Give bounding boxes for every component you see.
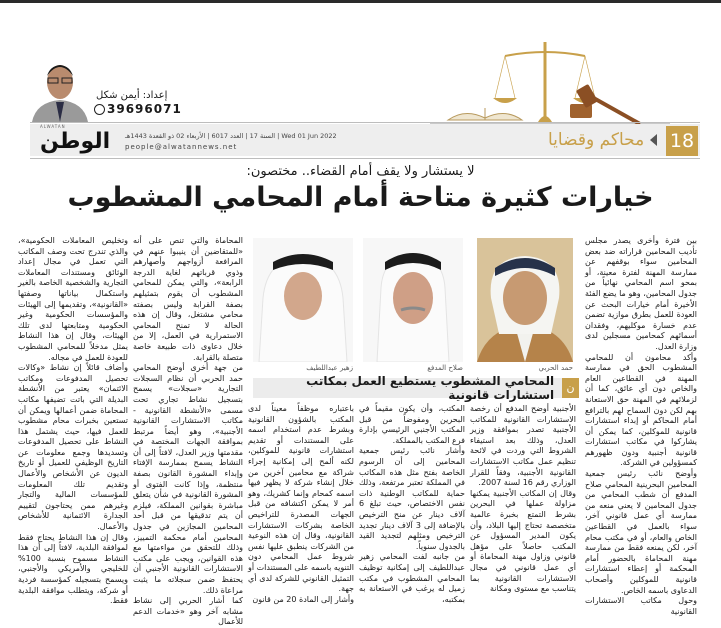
paragraph: وأشار إلى المادة 20 من قانون bbox=[252, 594, 354, 604]
section-title-group bbox=[548, 130, 657, 150]
paragraph: من جانبه لفت المحامي زهير عبداللطيف إلى إمكانية توظيف المحامي المشطوب في مكتب زميل له يرغب في الاستعانة به بمكتبه، bbox=[359, 552, 465, 604]
section-title: محاكم وقضايا bbox=[548, 130, 645, 150]
paragraph: الأجنبية أوضح المدفع أن رخصة الاستشارات القانونية للمكاتب الأجنبية تصدر بموافقة وزير العدل، وذلك بعد استيفاء الشروط التي وردت في لائحة تنظيم عمل مكاتب الاستشارات القانونية الأجنبية، وفقاً للقرار الوزاري رقم 16 لسنة 2007. bbox=[470, 404, 576, 488]
author-name: إعداد: أيمن شكل bbox=[96, 90, 168, 101]
paragraph: وأضاف قائلاً إن نشاط «وكالات تحصيل المدفوعات ومكاتب الائتمان» يعتبر من الأنشطة البديلة التي باتت تضيفها مكاتب المحاماة ضمن أعمالها ويمكن أن تستعين بخبرات محام مشطوب للعمل فيها، حيث يشتمل هذا النشاط على تحصيل المدفوعات وتسديدها وجمع معلومات عن التاريخ الوظيفي للعميل أو تاريخ الديون عن الأشخاص والأعمال وتقديم تلك المعلومات للمؤسسات المالية والتجار وغيرهم ممن يحتاجون لتقييم الجدارة الائتمانية للأشخاص والأعمال. bbox=[18, 363, 128, 532]
paragraph: المكتب، وأن يكون مقيماً في البحرين ومفوضاً من قبل المكتب الأجنبي الرئيسي بإدارة فرع المكتب بالمملكة. bbox=[359, 404, 465, 445]
author-phone bbox=[94, 102, 182, 116]
paragraph: باعتباره موظفاً معيناً لدى المكتب بالشؤون القانونية وبشرط عدم استخدام اسمه على المستندات أو تقديم استشارات قانونية للموكلين، لكنه ألمح إلى إمكانية إجراء شراكة مع محامين آخرين من خلال إنشاء شركة لا يظهر فيها اسمه كمحام وإنما كشريك، وهو أمر لا يمكن اكتشافه من قبل الجهات المصدرة للتراخيص الخاصة بشركات الاستشارات القانونية، وقال إن هذه النوعية من الشركات ينطبق عليها نفس شروط عمل المحامي دون التنويه باسمه على المستندات أو التمثيل القانوني للشركة لدى أي جهة. bbox=[248, 404, 354, 594]
paragraph: وحول مكاتب الاستشارات القانونية bbox=[585, 596, 697, 616]
kicker: لا يستشار ولا يقف أمام القضاء.. مختصون: bbox=[246, 164, 475, 179]
article-column-1 bbox=[585, 236, 697, 617]
arrow-left-icon bbox=[650, 134, 657, 146]
paragraph: وأوضح نائب رئيس جمعية المحامين البحرينية المحامي صلاح المدفع أن شطب المحامي من جدول المحامين لا يعني منعه من ممارسة أي عمل قانوني آخر، سواء بالعمل في القطاعين الخاص والعام، أو في مكتب محام آخر، لكن يمنعه فقط من ممارسة مهنة المحاماة بالحضور أمام المحكمة أو إعطاء استشارات قانونية للموكلين وأصحاب الدعاوى باسمه الخاص. bbox=[585, 469, 697, 595]
paragraph: وأكد محامون أن للمحامي المشطوب الحق في ممارسة المهنة في القطاعين العام والخاص دون أي عائق، كما أن لزملائهم في المهنة حق الاستعانة بهم لكن دون السماح لهم بالترافع أمام المحاكم أو إبداء استشارات قانونية للموكلين، كما يمكن أن يشاركوا في مكاتب استشارات قانونية أجنبية ودون ظهورهم كمسؤولين في الشركة. bbox=[585, 352, 697, 468]
paragraph: المحاماة والتي تنص على أنه «للمتقاضين أن ينيبوا عنهم في المرافعة أزواجهم وأصهارهم وذوي قرباتهم لغاية الدرجة الرابعة»، والتي يمكن للمحامي المشطوب أن يقوم بتمثيلهم بصفة القرابة وليس بصفته محامي مشتغل، وقال إن هذه الحالة لا تمنح المحامي الاستمرارية في العمل، إلا من خلال دعاوى ذات طبيعة خاصة متصلة بالقرابة. bbox=[133, 236, 243, 362]
page-number: 18 bbox=[666, 126, 698, 156]
newspaper-mark-icon: ن bbox=[562, 378, 579, 398]
paragraph: من جهة أخرى أوضح المحامي حمد الحربي أن نظام السجلات التجارية «سجلات» يسمح بتسجيل نشاط تجاري تحت مسمى «الأنشطة القانونية - مكاتب الاستشارات القانونية الأجنبية»، وهو أيضاً مرتبط بموافقة الجهات المختصة في مقدمتها وزير العدل، لافتاً إلى أن النشاط يسمح بممارسة الإفتاء وإبداء المشورة القانون بصفة منتظمة، وإذا كانت الفتوى أو المشورة القانونية في شأن يتعلق مباشرة بقوانين المملكة، فيلزم أن يتم تدقيقها من قبل أحد المحامين المجازين في جدول المحامين أمام محكمة التمييز، وذلك للتحقق من مواءمتها مع هذه القوانين، ويجب على مكتب الاستشارات القانونية الأجنبي أن يحتفظ ضمن سجلاته ما يثبت مراعاة ذلك. bbox=[133, 363, 243, 595]
subheading-box bbox=[253, 374, 579, 402]
article-column-6 bbox=[18, 236, 128, 607]
paragraph: بين فترة وأخرى يصدر مجلس تأديب المحامين قراراته ضد بعض المحامين سواء بوقفهم عن ممارسة المهنة لفترة معينة، أو بمحو اسم المحامي نهائياً من جدول المحامين، وهو ما يضع الفئة الأخيرة أمام خيارات البحث عن العودة للعمل بطرق موازية تضمن عدم خسارة موكليهم، وفقدان أسمائهم كمحامين مسجلين لدى وزارة العدل. bbox=[585, 236, 697, 351]
article-column-4 bbox=[248, 404, 354, 605]
headline: خيارات كثيرة متاحة أمام المحامي المشطوب bbox=[67, 182, 654, 213]
article-column-5 bbox=[133, 236, 243, 628]
phone-number: 39696071 bbox=[107, 102, 182, 116]
section-email[interactable]: people@alwatannews.net bbox=[125, 143, 238, 151]
subheading: المحامي المشطوب يستطيع العمل بمكاتب استشارات قانونية bbox=[306, 374, 555, 402]
top-border bbox=[0, 0, 721, 3]
logo-latin: ALWATAN bbox=[40, 124, 66, 129]
paragraph: وقال إن المكاتب الأجنبية يمكنها مزاولة عملها في البحرين بشرط التمتع بخبرة عالمية متخصصة تحتاج إليها البلاد، وأن يكون المدير المسؤول عن المكتب حاصلاً على مؤهل قانوني وزاول مهنة المحاماة أو أي عمل قانوني في مجال الاستشارات القانونية بما يتناسب مع مستوى ومكانة bbox=[470, 488, 576, 594]
paragraph: وأشار نائب رئيس جمعية المحامين إلى أن الرسوم الخاصة بفتح مثل هذه المكاتب في المملكة تعتبر مرتفعة، وذلك حماية للمكاتب الوطنية ذات نفس الاختصاص، حيث تبلغ 6 آلاف دينار عن منح الترخيص بالإضافة إلى 3 آلاف دينار تجديد الترخيص ومثلهم لتجديد القيد بالجدول سنوياً. bbox=[359, 446, 465, 551]
dateline: السنة 17 | العدد 6017 | الأربعاء 02 ذو القعدة 1443هـ | Wed 01 Jun 2022 bbox=[125, 132, 337, 140]
photo-zuhair-abdullatif bbox=[253, 238, 353, 362]
alwatan-logo[interactable]: الوطن bbox=[40, 129, 111, 154]
article-column-2 bbox=[470, 404, 576, 595]
caption-hamad: حمد الحربي bbox=[538, 364, 573, 372]
caption-zuhair: زهير عبداللطيف bbox=[306, 364, 353, 372]
author-photo bbox=[30, 56, 90, 122]
band-divider bbox=[30, 158, 700, 159]
scales-of-justice-illustration bbox=[430, 38, 670, 128]
article-column-3 bbox=[359, 404, 465, 605]
caption-salah: صلاح المدفع bbox=[427, 364, 463, 372]
paragraph: كما أشار الحربي إلى نشاط مشابه آخر وهو «خدمات الدعم للأعمال bbox=[133, 596, 243, 627]
whatsapp-icon bbox=[94, 104, 105, 115]
masthead-divider bbox=[30, 122, 700, 123]
photo-hamad-alharbi bbox=[477, 238, 573, 362]
paragraph: وقال إن هذا النشاط يحتاج فقط لموافقة البلدية، لافتاً إلى أن هذا النشاط مسموح بنسبة 100% للخليجي والأمريكي والأجنبي، ويسمح بتسجيله كمؤسسة فردية أو شركة، ويتطلب موافقة البلدية فقط. bbox=[18, 532, 128, 606]
paragraph: وتخليص المعاملات الحكومية»، والذي تندرج تحت وصف المكاتب التي تعمل في مجال إعداد الوثائق ومستندات المعاملات التجارية والشخصية الخاصة بالغير واستكمال بياناتها وصفتها «القانونية»، وتقديمها إلى الهيئات والمؤسسات الحكومية وغير الحكومية ومتابعتها لدى تلك الهيئات، وقال إن هذا النشاط يمثل مدخلاً للمحامي المشطوب للعودة للعمل في مجاله. bbox=[18, 236, 128, 362]
photo-salah-almadfa bbox=[363, 238, 463, 362]
